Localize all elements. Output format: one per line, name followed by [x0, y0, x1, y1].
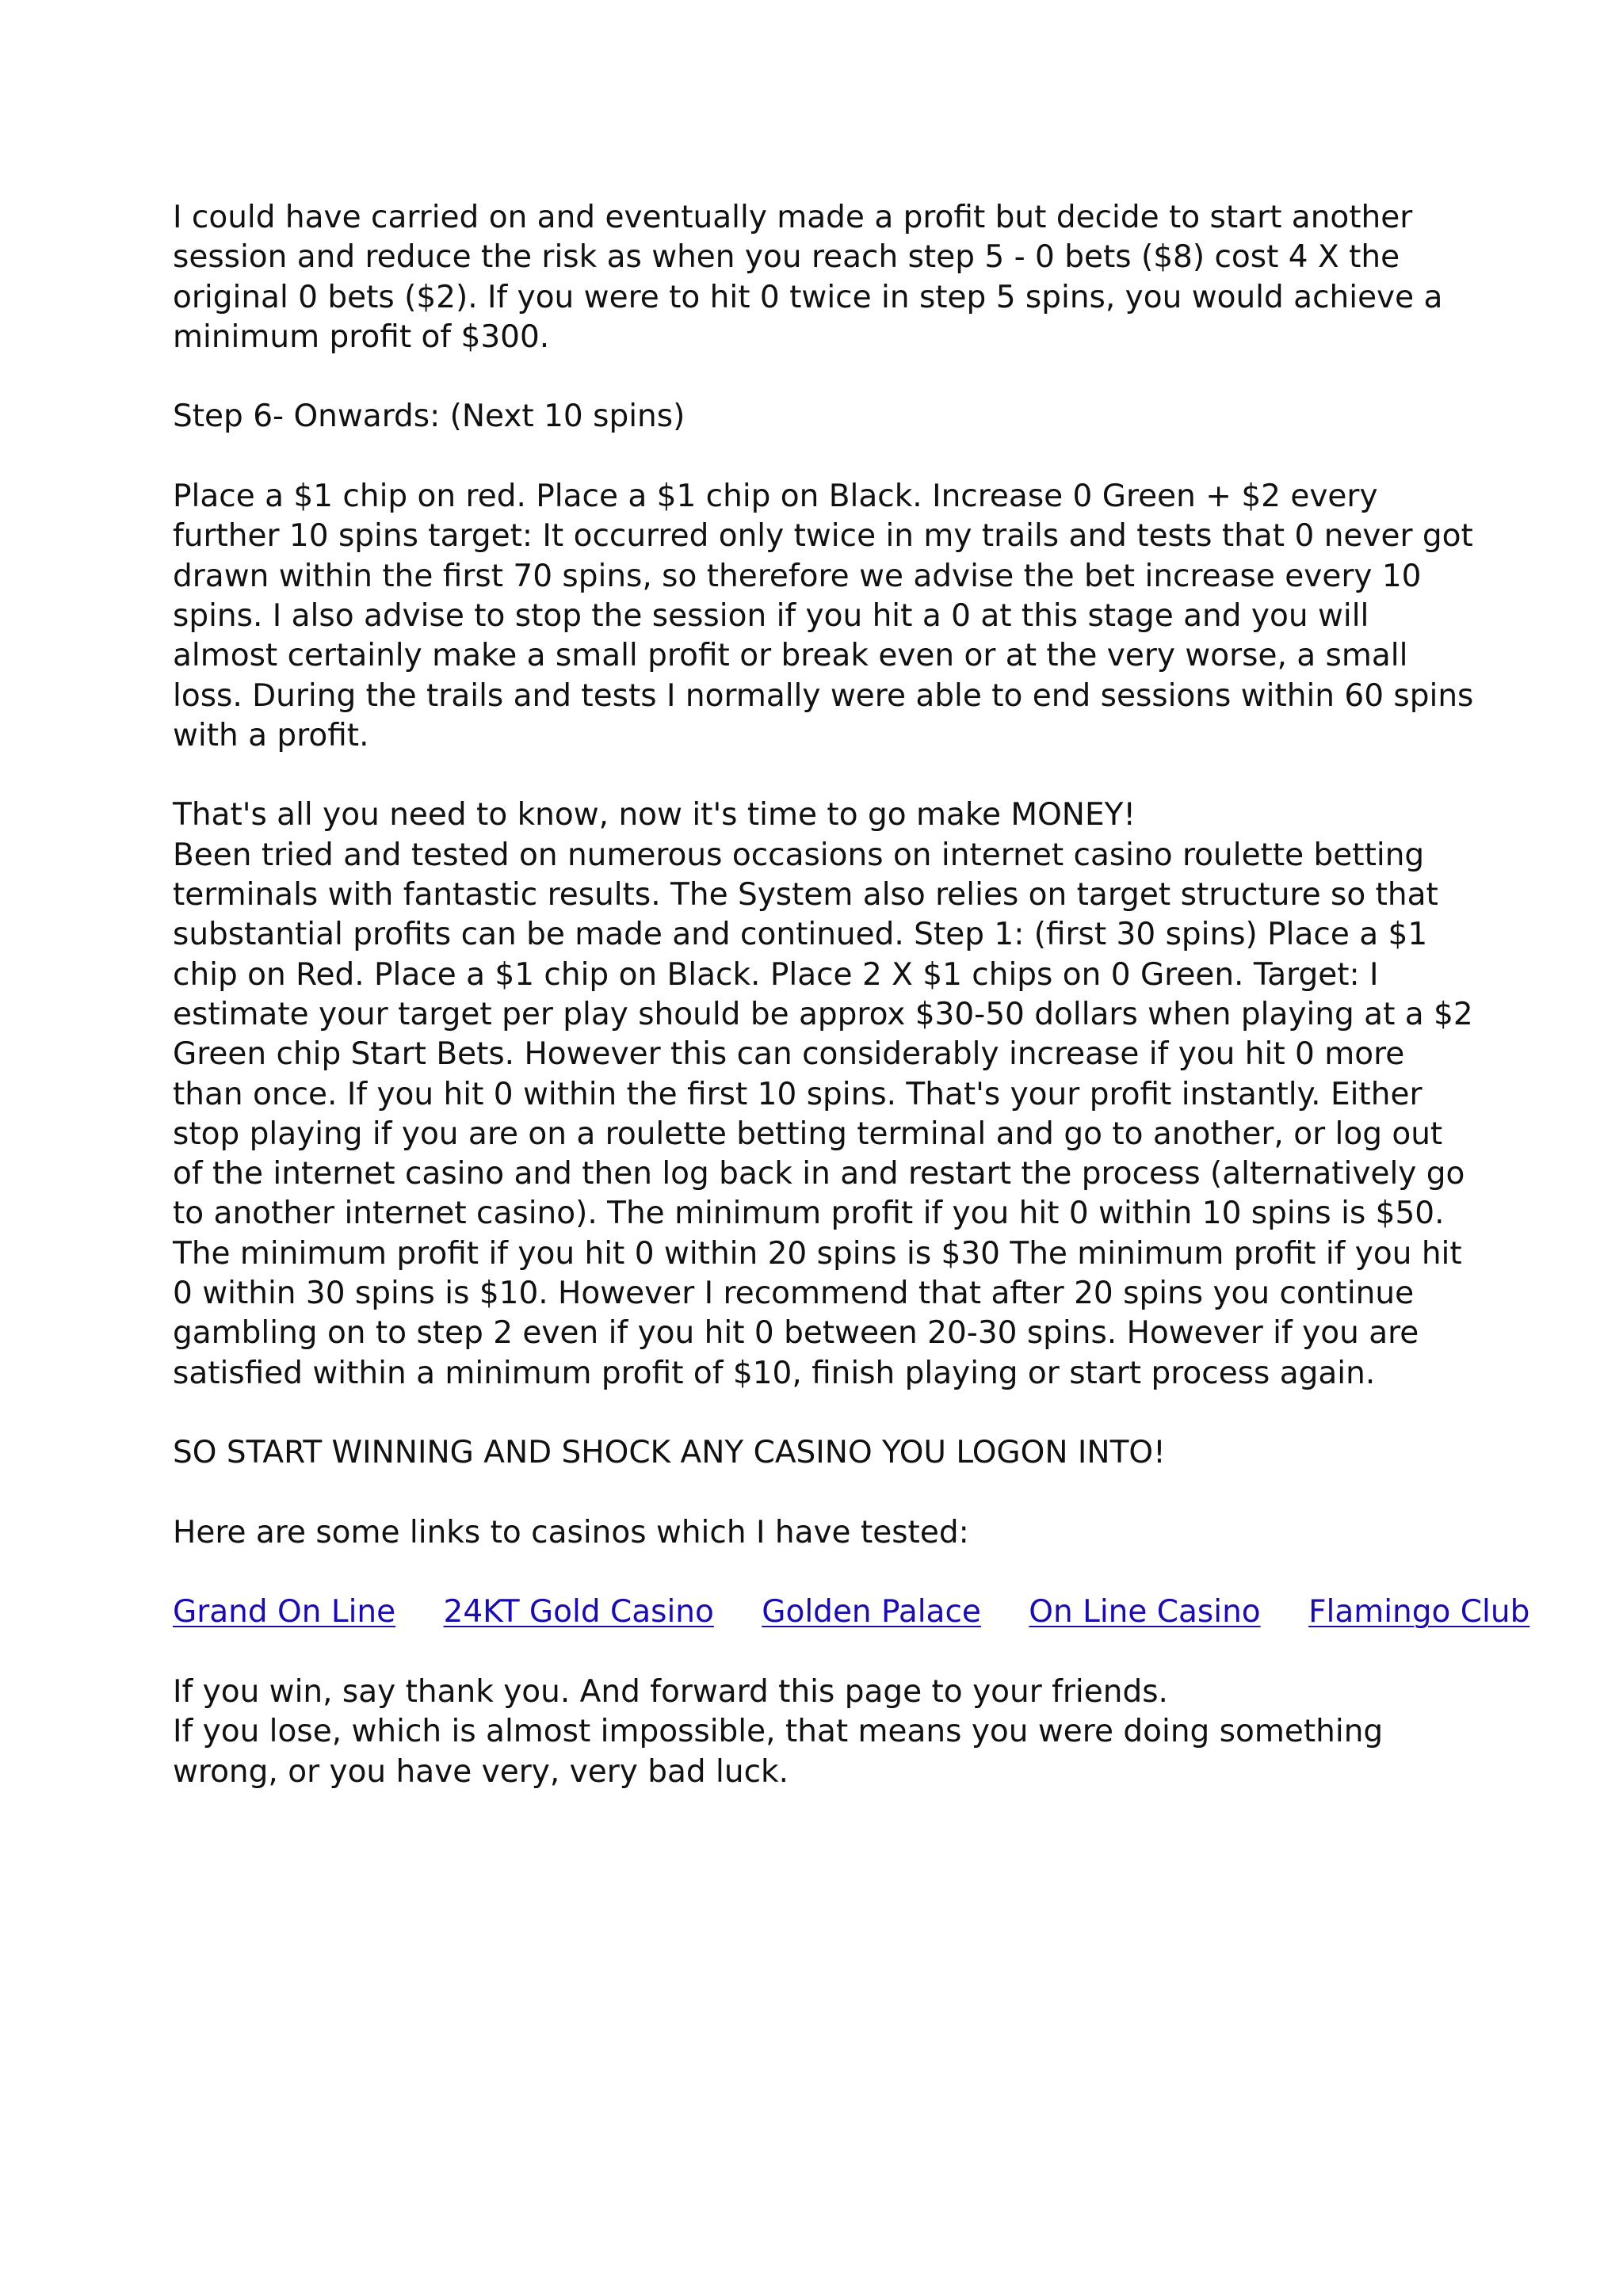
paragraph-system-description: Been tried and tested on numerous occasions on internet casino roulette betting terminals with fantastic results. The System also relies on target structure so that substantial profits can be made and continued. Step 1: (first 30 spins) Place a $1 chip on Red. Place a $1 chip on Black. Place 2 X $1 chips on 0 Green. Target: I estimate your target per play should be approx $30-50 dollars when playing at a $2 Green chip Start Bets. However this can considerably increase if you hit 0 more than once. If you hit 0 within the first 10 spins. That's your profit instantly. Either stop playing if you are on a roulette betting terminal and go to another, or log out of the internet casino and then log back in and restart the process (alternatively go to another internet casino). The minimum profit if you hit 0 within 10 spins is $50. The minimum profit if you hit 0 within 20 spins is $30 The minimum profit if you hit 0 within 30 spins is $10. However I recommend that after 20 spins you continue gambling on to step 2 even if you hit 0 between 20-30 spins. However if you are satisfied within a minimum profit of $10, finish playing or start process again. [173, 837, 1473, 1391]
link-on-line-casino[interactable]: On Line Casino [1029, 1594, 1261, 1630]
link-24kt-gold-casino[interactable]: 24KT Gold Casino [443, 1594, 714, 1630]
heading-step6: Step 6- Onwards: (Next 10 spins) [173, 399, 685, 435]
link-grand-on-line[interactable]: Grand On Line [173, 1594, 396, 1630]
paragraph-if-you-lose: If you lose, which is almost impossible, that means you were doing something wrong, or you have very, very bad luck. [173, 1714, 1384, 1790]
paragraph-step6-instructions: Place a $1 chip on red. Place a $1 chip on Black. Increase 0 Green + $2 every further 10 spins target: It occurred only twice in my trails and tests that 0 never got drawn within the first 70 spins, so therefore we advise the bet increase every 10 spins. I also advise to stop the session if you hit a 0 at this stage and you will almost certainly make a small profit or break even or at the very worse, a small loss. During the trails and tests I normally were able to end sessions within 60 spins with a profit. [173, 479, 1474, 753]
paragraph-start-winning: SO START WINNING AND SHOCK ANY CASINO YOU LOGON INTO! [173, 1435, 1166, 1471]
paragraph-links-intro: Here are some links to casinos which I have tested: [173, 1514, 969, 1550]
link-flamingo-club[interactable]: Flamingo Club [1308, 1594, 1530, 1630]
paragraph-make-money: That's all you need to know, now it's time to go make MONEY! [173, 797, 1136, 833]
document-page [173, 198, 1530, 1832]
paragraph-step5-note: I could have carried on and eventually made a profit but decide to start another session and reduce the risk as when you reach step 5 - 0 bets ($8) cost 4 X the original 0 bets ($2). If you were to hit 0 twice in step 5 spins, you would achieve a minimum profit of $300. [173, 200, 1443, 355]
casino-links [173, 1592, 1530, 1632]
paragraph-if-you-win: If you win, say thank you. And forward this page to your friends. [173, 1673, 1168, 1710]
link-golden-palace[interactable]: Golden Palace [762, 1594, 981, 1630]
